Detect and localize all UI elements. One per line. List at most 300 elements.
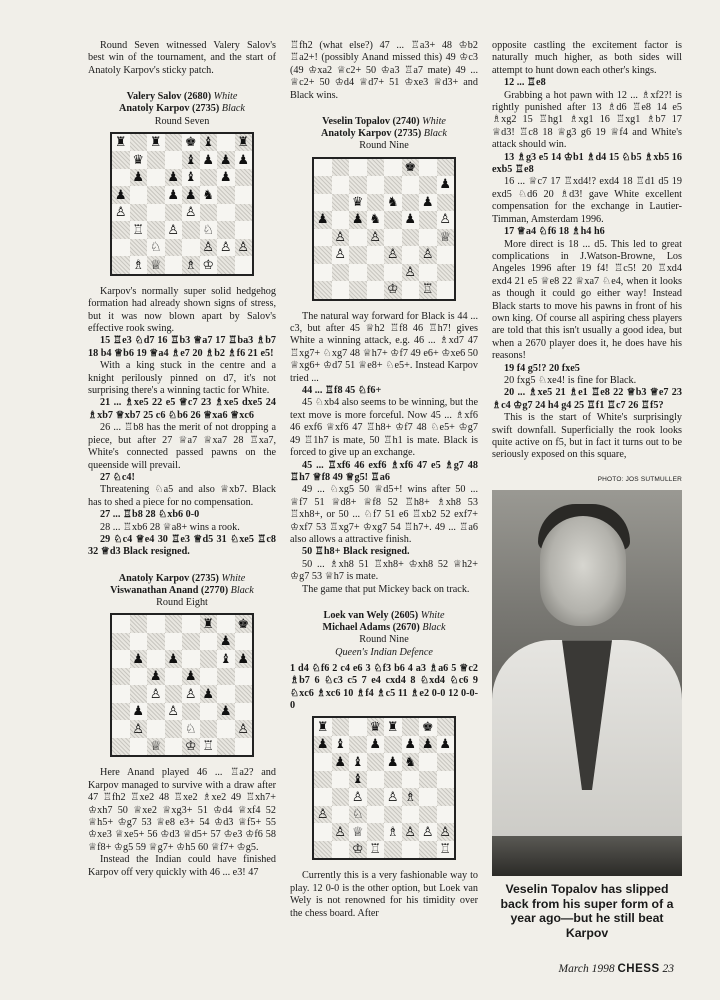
- board-square: [200, 703, 218, 721]
- board-square: ♙: [437, 211, 455, 229]
- board-square: [332, 281, 350, 299]
- board-square: [314, 264, 332, 282]
- board-square: [182, 650, 200, 668]
- board-square: [130, 685, 148, 703]
- board-square: [367, 788, 385, 806]
- board-square: [367, 264, 385, 282]
- board-square: [314, 176, 332, 194]
- board-square: [165, 256, 183, 274]
- board-square: ♛: [367, 718, 385, 736]
- paragraph: Here Anand played 46 ... ♖a2? and Karpov managed to survive with a draw after 47 ♖fh2 ♖xe2 48 ♖xe2 ♗xe2 49 ♖xh7+ ♔xh7 50 ♕xe2 ♕xg3+ 51 ♔d4 ♕xf4 52 ♕h5+ ♔g7 53 ♕e8 e3+ 54 ♔d3 ♕f5+ 55 ♔xe3 ♕xe5+ 56 ♔d3 ♕d5+ 57 ♔e3 ♔f6 58 ♕f8+ ♔g5 59 ♕g7+ ♔h5 60 ♕f7+ ♔g5.: [88, 767, 276, 853]
- board-square: [314, 771, 332, 789]
- board-square: [437, 718, 455, 736]
- board-square: [332, 194, 350, 212]
- board-square: [402, 176, 420, 194]
- board-square: [165, 668, 183, 686]
- board-square: ♖: [437, 841, 455, 859]
- board-square: [314, 159, 332, 177]
- board-square: [217, 204, 235, 222]
- photo-credit: PHOTO: JOS SUTMULLER: [597, 475, 682, 483]
- board-square: [112, 615, 130, 633]
- issue-date: March 1998: [558, 963, 615, 975]
- board-square: [217, 668, 235, 686]
- board-square: [314, 194, 332, 212]
- board-square: [437, 806, 455, 824]
- board-square: ♙: [112, 204, 130, 222]
- paragraph: 28 ... ♖xb6 28 ♕a8+ wins a rook.: [100, 521, 240, 533]
- topalov-photo: [492, 490, 682, 876]
- board-square: [182, 239, 200, 257]
- board-square: ♟: [200, 685, 218, 703]
- board-square: [112, 685, 130, 703]
- board-square: [147, 615, 165, 633]
- board-square: [235, 738, 253, 756]
- move-line: 17 ♕a4 ♘f6 18 ♗h4 h6: [504, 226, 605, 238]
- board-square: [349, 159, 367, 177]
- game-header-karpov-anand: Anatoly Karpov (2735) White Viswanathan Anand (2770) Black Round Eight: [110, 572, 254, 609]
- board-square: [200, 668, 218, 686]
- board-square: [217, 221, 235, 239]
- board-square: [130, 738, 148, 756]
- board-square: [349, 229, 367, 247]
- board-square: ♜: [314, 718, 332, 736]
- board-square: [332, 718, 350, 736]
- board-square: [384, 229, 402, 247]
- board-square: ♛: [130, 151, 148, 169]
- board-square: [384, 176, 402, 194]
- paragraph: 26 ... ♖b8 has the merit of not dropping a piece, but after 27 ♕a7 ♕xa7 28 ♖xa7, White's connected passed pawns on the queenside will prevail.: [88, 422, 276, 471]
- board-square: [437, 159, 455, 177]
- board-square: [419, 211, 437, 229]
- board-square: ♙: [402, 823, 420, 841]
- board-square: [200, 204, 218, 222]
- game-header-vanwely-adams: Loek van Wely (2605) White Michael Adams (2670) Black Round Nine Queen's Indian Defence: [322, 609, 446, 658]
- board-square: [314, 753, 332, 771]
- board-square: [419, 753, 437, 771]
- paragraph: Currently this is a very fashionable way to play. 12 0-0 is the other option, but Loek van Wely is not renowned for his timidity over the chess board. After: [290, 870, 478, 919]
- magazine-name: CHESS: [617, 963, 660, 975]
- board-square: [112, 668, 130, 686]
- board-square: ♟: [182, 668, 200, 686]
- board-square: [217, 720, 235, 738]
- board-square: ♙: [130, 720, 148, 738]
- board-square: ♙: [314, 806, 332, 824]
- board-square: ♜: [147, 134, 165, 152]
- board-square: [217, 256, 235, 274]
- paragraph: This is the start of White's surprisingly swift downfall. Superficially the rook looks quite active on f5, but in fact it turns out to be seriously exposed on this square,: [492, 412, 682, 461]
- board-square: ♜: [200, 615, 218, 633]
- page-number: 23: [662, 963, 674, 975]
- board-square: ♟: [130, 650, 148, 668]
- chess-diagram-queens-indian: [312, 716, 456, 860]
- game-header-salov-karpov: Valery Salov (2680) White Anatoly Karpov (2735) Black Round Seven: [119, 91, 245, 127]
- board-square: ♞: [200, 186, 218, 204]
- paragraph: 45 ♘xb4 also seems to be winning, but the text move is more forceful. Now 45 ... ♗xf6 46 exf6 ♕xf6 47 ♖h8+ ♔f7 48 ♘e5+ ♔g7 49 ♖1h7 is mate, 50 ♖h1 is mate. Black is forced to give up an exchange.: [290, 397, 478, 459]
- board-square: ♟: [165, 169, 183, 187]
- board-square: ♞: [384, 194, 402, 212]
- board-square: ♟: [182, 186, 200, 204]
- board-square: [165, 685, 183, 703]
- board-square: [384, 736, 402, 754]
- intro-paragraph: Round Seven witnessed Valery Salov's best win of the tournament, and the start of Anatoly Karpov's sticky patch.: [88, 40, 276, 76]
- board-square: [419, 771, 437, 789]
- board-square: [419, 229, 437, 247]
- board-square: [402, 229, 420, 247]
- board-square: ♟: [200, 151, 218, 169]
- board-square: [235, 169, 253, 187]
- board-square: ♙: [384, 788, 402, 806]
- board-square: ♙: [367, 229, 385, 247]
- board-square: [112, 151, 130, 169]
- board-square: [130, 615, 148, 633]
- board-square: [419, 159, 437, 177]
- board-square: ♕: [147, 256, 165, 274]
- board-square: [235, 685, 253, 703]
- board-square: ♟: [147, 668, 165, 686]
- board-square: [165, 615, 183, 633]
- board-square: ♙: [235, 720, 253, 738]
- board-square: ♟: [314, 211, 332, 229]
- move-line: 44 ... ♖f8 45 ♘f6+: [302, 385, 382, 397]
- board-square: [437, 281, 455, 299]
- board-square: ♙: [332, 246, 350, 264]
- board-square: [165, 151, 183, 169]
- board-square: [112, 738, 130, 756]
- move-line: 1 d4 ♘f6 2 c4 e6 3 ♘f3 b6 4 a3 ♗a6 5 ♕c2 ♗b7 6 ♘c3 c5 7 e4 cxd4 8 ♘xd4 ♘c6 9 ♘xc6 ♗xc6 10 ♗f4 ♗c5 11 ♗e2 0-0 12 0-0-0: [290, 662, 478, 712]
- board-square: [165, 204, 183, 222]
- board-square: ♟: [217, 169, 235, 187]
- board-square: [384, 159, 402, 177]
- chess-diagram-round-nine: [312, 157, 456, 301]
- board-square: ♔: [349, 841, 367, 859]
- board-square: [384, 211, 402, 229]
- board-square: ♝: [217, 650, 235, 668]
- board-square: [332, 788, 350, 806]
- board-square: [235, 186, 253, 204]
- board-square: [402, 771, 420, 789]
- game-header-topalov-karpov: Veselin Topalov (2740) White Anatoly Karpov (2735) Black Round Nine: [321, 116, 447, 152]
- board-square: [402, 194, 420, 212]
- board-square: ♝: [200, 134, 218, 152]
- board-square: [112, 703, 130, 721]
- board-square: ♗: [130, 256, 148, 274]
- board-square: [367, 806, 385, 824]
- board-square: [437, 194, 455, 212]
- column-1: [88, 40, 276, 879]
- board-square: ♗: [182, 256, 200, 274]
- board-square: [419, 176, 437, 194]
- board-square: [367, 753, 385, 771]
- board-square: ♟: [314, 736, 332, 754]
- board-square: [419, 788, 437, 806]
- board-square: [384, 771, 402, 789]
- board-square: [165, 134, 183, 152]
- board-square: ♙: [419, 246, 437, 264]
- board-square: [349, 718, 367, 736]
- board-square: ♙: [437, 823, 455, 841]
- board-square: [402, 841, 420, 859]
- paragraph: 50 ... ♗xh8 51 ♖xh8+ ♔xh8 52 ♕h2+ ♔g7 53 ♕h7 is mate.: [290, 558, 478, 583]
- board-square: ♚: [235, 615, 253, 633]
- move-line: 27 ♘c4!: [100, 471, 135, 483]
- board-square: [402, 281, 420, 299]
- board-square: ♟: [165, 186, 183, 204]
- board-square: [165, 720, 183, 738]
- board-square: ♝: [182, 151, 200, 169]
- board-square: [200, 650, 218, 668]
- board-square: ♖: [367, 841, 385, 859]
- board-square: [130, 134, 148, 152]
- board-square: [200, 169, 218, 187]
- board-square: ♙: [182, 204, 200, 222]
- board-square: [437, 264, 455, 282]
- board-square: [182, 703, 200, 721]
- board-square: [130, 186, 148, 204]
- board-square: [367, 194, 385, 212]
- board-square: [367, 176, 385, 194]
- board-square: [332, 806, 350, 824]
- board-square: ♖: [130, 221, 148, 239]
- board-square: [147, 650, 165, 668]
- board-square: ♚: [419, 718, 437, 736]
- board-square: [332, 211, 350, 229]
- paragraph: 20 fxg5 ♘xe4! is fine for Black.: [504, 374, 637, 386]
- board-square: [147, 204, 165, 222]
- move-line: 19 f4 g5!? 20 fxe5: [504, 362, 580, 374]
- board-square: [112, 720, 130, 738]
- board-square: [217, 738, 235, 756]
- board-square: [130, 633, 148, 651]
- board-square: ♟: [235, 650, 253, 668]
- board-square: ♘: [349, 806, 367, 824]
- board-square: [112, 221, 130, 239]
- board-square: ♝: [349, 771, 367, 789]
- board-square: [112, 239, 130, 257]
- board-square: [130, 239, 148, 257]
- board-square: ♙: [182, 685, 200, 703]
- board-square: ♟: [367, 736, 385, 754]
- paragraph: Instead the Indian could have finished Karpov off very quickly with 46 ... e3! 47: [88, 854, 276, 878]
- board-square: ♕: [349, 823, 367, 841]
- column-3: [492, 40, 682, 940]
- board-square: [437, 788, 455, 806]
- board-square: ♙: [419, 823, 437, 841]
- board-square: [332, 264, 350, 282]
- move-line: 13 ♗g3 e5 14 ♔b1 ♗d4 15 ♘b5 ♗xb5 16 exb5 ♖e8: [492, 151, 682, 176]
- board-square: [217, 186, 235, 204]
- board-square: [235, 703, 253, 721]
- board-square: [437, 771, 455, 789]
- board-square: [402, 718, 420, 736]
- board-square: ♞: [367, 211, 385, 229]
- board-square: [384, 806, 402, 824]
- board-square: ♔: [182, 738, 200, 756]
- board-square: [182, 633, 200, 651]
- chess-diagram-round-eight: [110, 613, 254, 757]
- board-square: [235, 256, 253, 274]
- board-square: ♘: [182, 720, 200, 738]
- board-square: [235, 633, 253, 651]
- board-square: [165, 239, 183, 257]
- board-square: [147, 633, 165, 651]
- board-square: ♙: [349, 788, 367, 806]
- board-square: [419, 841, 437, 859]
- board-square: ♘: [147, 239, 165, 257]
- paragraph: Karpov's normally super solid hedgehog formation had already shown signs of stress, but it was now blown apart by Salov's effective rook swing.: [88, 285, 276, 335]
- board-square: [235, 221, 253, 239]
- board-square: [314, 229, 332, 247]
- board-square: [147, 169, 165, 187]
- board-square: ♟: [402, 736, 420, 754]
- board-square: ♝: [349, 753, 367, 771]
- board-square: ♙: [332, 229, 350, 247]
- board-square: ♟: [437, 736, 455, 754]
- board-square: [147, 221, 165, 239]
- board-square: [130, 204, 148, 222]
- board-square: ♟: [165, 650, 183, 668]
- board-square: ♟: [384, 753, 402, 771]
- board-square: [147, 703, 165, 721]
- board-square: [367, 281, 385, 299]
- board-square: ♟: [349, 211, 367, 229]
- board-square: ♟: [217, 151, 235, 169]
- paragraph: Grabbing a hot pawn with 12 ... ♗xf2?! is rightly punished after 13 ♗d6 ♖e8 14 e5 ♗xg2 15 ♖hg1 ♗xg1 16 ♖xg1 ♗b7 17 ♕d3! ♖c8 18 ♕g3 g6 19 ♕f4 and White's attack should win.: [492, 89, 682, 151]
- board-square: ♔: [384, 281, 402, 299]
- board-square: ♕: [147, 738, 165, 756]
- board-square: ♜: [235, 134, 253, 152]
- paragraph: ♖fh2 (what else?) 47 ... ♖a3+ 48 ♔b2 ♖a2+! (possibly Anand missed this) 49 ♔c3 (49 ♔xa2 ♕c2+ 50 ♔a3 ♖a7 mate) 49 ... ♕c2+ 50 ♔d4 ♕d7+ 51 ♔xe3 ♕d3+ and Black wins.: [290, 40, 478, 101]
- paragraph: 16 ... ♕c7 17 ♖xd4!? exd4 18 ♖d1 d5 19 exd5 ♘d6 20 ♗d3! gave White excellent compensation for the exchange in Lautier-Timman, Amsterdam 1996.: [492, 176, 682, 225]
- board-square: ♖: [200, 738, 218, 756]
- board-square: [235, 204, 253, 222]
- move-line: 29 ♘c4 ♕e4 30 ♖e3 ♕d5 31 ♘xe5 ♖c8 32 ♕d3 Black resigned.: [88, 533, 276, 558]
- board-square: ♘: [200, 221, 218, 239]
- board-square: [384, 841, 402, 859]
- move-line: 50 ♖h8+ Black resigned.: [302, 546, 410, 558]
- move-line: 20 ... ♗xe5 21 ♗e1 ♖e8 22 ♕b3 ♕e7 23 ♗c4 ♔g7 24 h4 g4 25 ♖f1 ♖c7 26 ♖f5?: [492, 387, 682, 411]
- board-square: ♔: [200, 256, 218, 274]
- board-square: [402, 246, 420, 264]
- board-square: ♗: [384, 823, 402, 841]
- move-line: 27 ... ♖b8 28 ♘xb6 0-0: [100, 509, 200, 521]
- board-square: [367, 246, 385, 264]
- board-square: [437, 753, 455, 771]
- board-square: [217, 134, 235, 152]
- paragraph: opposite castling the excitement factor is naturally much higher, as both sides will attempt to hunt down each other's kings.: [492, 40, 682, 76]
- board-square: ♜: [112, 134, 130, 152]
- move-line: 15 ♖e3 ♘d7 16 ♖b3 ♕a7 17 ♖ba3 ♗b7 18 b4 ♕b6 19 ♕a4 ♗e7 20 ♗b2 ♗f6 21 e5!: [88, 335, 276, 359]
- board-square: [349, 176, 367, 194]
- board-square: ♙: [165, 221, 183, 239]
- board-square: [112, 256, 130, 274]
- board-square: [217, 615, 235, 633]
- board-square: ♟: [112, 186, 130, 204]
- paragraph: The natural way forward for Black is 44 ... c3, but after 45 ♕h2 ♖f8 46 ♖h7! gives White a winning attack, e.g. 46 ... ♗xd7 47 ♖xg7+ ♘xg7 48 ♕h7+ ♔f7 49 e6+ ♔xe6 50 ♕xg6+ ♔d7 51 ♕e8+ ♘e5+. Instead Karpov tried ...: [290, 310, 478, 384]
- board-square: [332, 841, 350, 859]
- paragraph: Threatening ♘a5 and also ♕xb7. Black has to shed a piece for no compensation.: [88, 484, 276, 508]
- board-square: [165, 633, 183, 651]
- board-square: [384, 264, 402, 282]
- board-square: ♟: [130, 703, 148, 721]
- chess-diagram-round-seven: [110, 132, 254, 276]
- board-square: ♙: [332, 823, 350, 841]
- board-square: ♙: [165, 703, 183, 721]
- board-square: [314, 281, 332, 299]
- move-line: 45 ... ♖xf6 46 exf6 ♗xf6 47 e5 ♗g7 48 ♖h7 ♕f8 49 ♕g5! ♖a6: [290, 459, 478, 483]
- board-square: ♖: [419, 281, 437, 299]
- board-square: ♝: [332, 736, 350, 754]
- board-square: ♙: [200, 239, 218, 257]
- board-square: ♙: [384, 246, 402, 264]
- column-2: [290, 40, 478, 920]
- board-square: [314, 246, 332, 264]
- move-line: 12 ... ♖e8: [504, 77, 546, 89]
- board-square: [437, 246, 455, 264]
- board-square: [217, 685, 235, 703]
- board-square: ♟: [437, 176, 455, 194]
- board-square: ♜: [384, 718, 402, 736]
- board-square: [147, 151, 165, 169]
- board-square: [349, 246, 367, 264]
- board-square: ♞: [402, 753, 420, 771]
- page-footer: [559, 963, 674, 975]
- board-square: ♟: [217, 703, 235, 721]
- board-square: [130, 668, 148, 686]
- board-square: [200, 633, 218, 651]
- board-square: ♟: [419, 736, 437, 754]
- board-square: [332, 771, 350, 789]
- board-square: ♟: [217, 633, 235, 651]
- paragraph: 49 ... ♘xg5 50 ♕d5+! wins after 50 ... ♕f7 51 ♕d8+ ♕f8 52 ♖h8+ ♗xh8 53 ♖xh8+, or 50 ... ♘f7 51 e6 ♖xb2 52 exf7+ ♔xf7 53 ♖xg7+ ♔xg7 54 ♖h7+. 49 ... ♖a6 also allows a attractive finish.: [290, 484, 478, 545]
- board-square: [402, 806, 420, 824]
- board-square: [314, 841, 332, 859]
- photo-caption: Veselin Topalov has slipped back from his super form of a year ago—but he still beat Karpov: [500, 882, 674, 940]
- board-square: ♙: [235, 239, 253, 257]
- paragraph: The game that put Mickey back on track.: [302, 583, 470, 595]
- board-square: [332, 176, 350, 194]
- board-square: [147, 186, 165, 204]
- paragraph: With a king stuck in the centre and a knight perilously pinned on d7, it's not surprising there's a winning tactic for White.: [88, 360, 276, 397]
- board-square: [367, 771, 385, 789]
- board-square: ♚: [182, 134, 200, 152]
- board-square: ♟: [402, 211, 420, 229]
- board-square: [367, 159, 385, 177]
- board-square: ♟: [419, 194, 437, 212]
- board-square: [112, 633, 130, 651]
- board-square: ♙: [147, 685, 165, 703]
- board-square: ♕: [437, 229, 455, 247]
- board-square: ♟: [332, 753, 350, 771]
- board-square: ♙: [402, 264, 420, 282]
- board-square: [112, 650, 130, 668]
- board-square: [314, 788, 332, 806]
- board-square: ♛: [349, 194, 367, 212]
- board-square: [419, 806, 437, 824]
- board-square: ♟: [235, 151, 253, 169]
- board-square: ♗: [402, 788, 420, 806]
- board-square: [235, 668, 253, 686]
- board-square: [200, 720, 218, 738]
- board-square: [367, 823, 385, 841]
- board-square: [349, 264, 367, 282]
- board-square: [349, 736, 367, 754]
- board-square: [165, 738, 183, 756]
- board-square: [419, 264, 437, 282]
- board-square: [147, 720, 165, 738]
- board-square: [332, 159, 350, 177]
- board-square: ♙: [217, 239, 235, 257]
- move-line: 21 ... ♗xe5 22 e5 ♕c7 23 ♗xe5 dxe5 24 ♗xb7 ♕xb7 25 c6 ♘b6 26 ♕xa6 ♕xc6: [88, 397, 276, 421]
